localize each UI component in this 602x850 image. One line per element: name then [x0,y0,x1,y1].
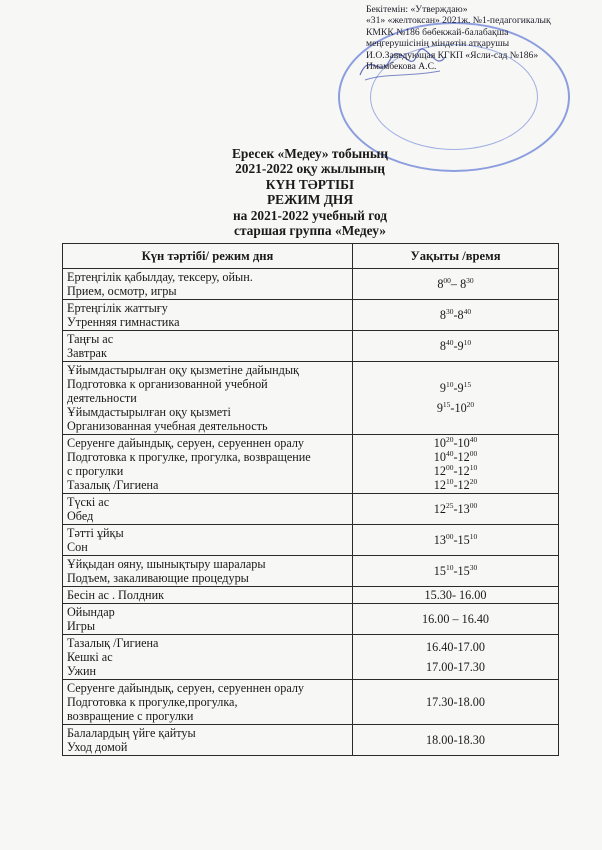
activity-line: Ертеңгілік жаттығу [67,301,168,315]
activity-line: Серуенге дайындық, серуен, серуеннен оралу [67,681,305,695]
time-hour: -13 [453,502,470,516]
activity-line: деятельности [67,391,137,405]
title-line: КҮН ТӘРТІБІ [265,176,355,192]
header-activity: Күн тәртібі/ режим дня [63,244,353,269]
time-minutes: 20 [469,477,478,486]
time-minutes: 30 [469,563,478,572]
time-hour: 16.40-17.00 [426,640,485,654]
activity-line: Ертеңгілік қабылдау, тексеру, ойын. [67,270,253,284]
activity-line: Бесін ас . Полдник [67,588,165,602]
activity-line: возвращение с прогулки [67,709,194,723]
time-cell [353,635,559,680]
time-hour: 9 [439,381,446,395]
title-line: Ересек «Медеу» тобының [231,146,389,161]
time-value [357,695,554,709]
title-line: 2021-2022 оқу жылының [235,161,385,177]
activity-line: Түскі ас [67,495,110,509]
approval-line: Бекітемін: «Утверждаю» [366,4,468,15]
time-minutes: 40 [469,435,478,444]
time-minutes: 40 [463,307,472,316]
time-hour: 17.00-17.30 [426,660,485,674]
activity-cell [63,494,353,525]
time-hour: 18.00-18.30 [426,733,485,747]
time-hour: 15 [433,564,446,578]
activity-cell [63,362,353,435]
activity-line: Подготовка к организованной учебной [67,377,268,391]
time-hour: -9 [453,381,464,395]
time-hour: 15.30- 16.00 [424,588,487,602]
activity-cell [63,635,353,680]
activity-line: Прием, осмотр, игры [67,284,177,298]
table-row [63,725,559,756]
activity-line: Организованная учебная деятельность [67,419,268,433]
time-minutes: 00 [443,276,451,285]
time-hour: 12 [433,478,446,492]
time-cell [353,587,559,604]
time-minutes: 00 [469,501,478,510]
activity-line: Ұйымдастырылған оқу қызметі [67,405,231,419]
time-hour: 16.00 – 16.40 [421,612,490,626]
time-cell [353,680,559,725]
activity-line: Ұйымдастырылған оқу қызметіне дайындық [67,363,299,377]
time-value [357,401,554,415]
activity-line: Уход домой [67,740,128,754]
table-row [63,587,559,604]
activity-cell [63,680,353,725]
time-hour: -8 [453,308,464,322]
time-cell [353,300,559,331]
time-value [357,502,554,516]
activity-line: Утренняя гимнастика [67,315,180,329]
time-hour: 9 [436,401,443,415]
time-value [357,436,554,450]
time-hour: 8 [437,277,444,291]
time-hour: -15 [453,533,470,547]
time-minutes: 00 [445,463,454,472]
activity-line: Ужин [67,664,97,678]
activity-cell [63,331,353,362]
time-hour: -10 [450,401,467,415]
time-hour: -15 [453,564,470,578]
title-line: старшая группа «Медеу» [234,223,386,239]
time-hour: 17.30-18.00 [426,695,485,709]
time-cell [353,556,559,587]
activity-line: Ұйқыдан ояну, шынықтыру шаралары [67,557,266,571]
time-hour: -9 [453,339,464,353]
activity-cell [63,525,353,556]
time-minutes: 00 [445,532,454,541]
time-cell [353,435,559,494]
approval-line: меңгерушісінің міндетін атқарушы [366,38,510,50]
time-hour: 10 [433,436,446,450]
activity-line: Кешкі ас [67,650,113,664]
time-value [357,733,554,747]
time-minutes: 25 [445,501,454,510]
time-hour: 12 [433,502,446,516]
table-row [63,635,559,680]
table-header-row [63,244,559,269]
time-value [357,450,554,464]
activity-line: Подготовка к прогулке, прогулка, возвращение [67,450,311,464]
activity-line: Сон [67,540,88,554]
approval-line: КМКК №186 бөбекжай-балабақша [366,26,509,38]
time-minutes: 10 [469,463,478,472]
document-title [160,146,460,238]
table-row [63,525,559,556]
time-hour: 10 [433,450,446,464]
time-minutes: 00 [469,449,478,458]
time-minutes: 15 [442,400,451,409]
approval-line: «31» «желтоксан» 2021ж. №1-педагогикалық [366,15,551,27]
time-value [357,464,554,478]
time-cell [353,525,559,556]
time-hour: 13 [433,533,446,547]
time-cell [353,494,559,525]
time-minutes: 10 [469,532,478,541]
activity-line: Тазалық /Гигиена [67,636,159,650]
time-value [357,339,554,353]
activity-cell [63,587,353,604]
time-minutes: 10 [463,338,472,347]
table-row [63,680,559,725]
activity-line: Балалардың үйге қайтуы [67,726,196,740]
activity-line: Таңғы ас [67,332,114,346]
activity-line: Ойындар [67,605,115,619]
time-cell [353,604,559,635]
activity-cell [63,556,353,587]
activity-line: Завтрак [67,346,107,360]
schedule-table [62,243,559,756]
activity-line: Подъем, закаливающие процедуры [67,571,249,585]
activity-line: с прогулки [67,464,124,478]
activity-line: Подготовка к прогулке,прогулка, [67,695,238,709]
time-minutes: 30 [445,307,454,316]
time-hour: -12 [453,450,470,464]
table-row [63,556,559,587]
time-minutes: 10 [445,380,454,389]
header-time: Уақыты /время [353,244,559,269]
time-hour: – 8 [450,277,467,291]
approval-line: Имамбекова А.С. [366,61,437,73]
activity-cell [63,300,353,331]
activity-line: Обед [67,509,94,523]
table-row [63,269,559,300]
table-row [63,604,559,635]
table-row [63,331,559,362]
time-value [357,478,554,492]
table-row [63,494,559,525]
time-cell [353,362,559,435]
time-cell [353,269,559,300]
time-minutes: 15 [463,380,472,389]
activity-cell [63,604,353,635]
time-value [357,533,554,547]
time-minutes: 10 [445,477,454,486]
time-minutes: 40 [445,338,454,347]
table-row [63,435,559,494]
time-hour: -10 [453,436,470,450]
time-minutes: 40 [445,449,454,458]
approval-line: И.О.Заведующая КГКП «Ясли-сад №186» [366,49,539,61]
table-row [63,362,559,435]
time-hour: 12 [433,464,446,478]
time-value [357,381,554,395]
time-cell [353,331,559,362]
activity-line: Тазалық /Гигиена [67,478,159,492]
time-value [357,308,554,322]
time-cell [353,725,559,756]
time-value [357,640,554,654]
time-value [357,277,554,291]
activity-line: Тәтті ұйқы [67,526,124,540]
activity-cell [63,269,353,300]
time-value [357,588,554,602]
activity-line: Серуенге дайындық, серуен, серуеннен оралу [67,436,305,450]
time-value [357,564,554,578]
time-minutes: 20 [445,435,454,444]
time-minutes: 10 [445,563,454,572]
title-line: РЕЖИМ ДНЯ [266,192,354,208]
activity-cell [63,725,353,756]
activity-line: Игры [67,619,96,633]
time-minutes: 30 [466,276,474,285]
title-line: на 2021-2022 учебный год [232,207,388,223]
table-row [63,300,559,331]
time-value [357,660,554,674]
time-value [357,612,554,626]
time-hour: -12 [453,478,470,492]
activity-cell [63,435,353,494]
time-hour: -12 [453,464,470,478]
time-hour: 8 [439,339,446,353]
time-hour: 8 [439,308,446,322]
approval-block [366,4,596,72]
time-minutes: 20 [466,400,475,409]
